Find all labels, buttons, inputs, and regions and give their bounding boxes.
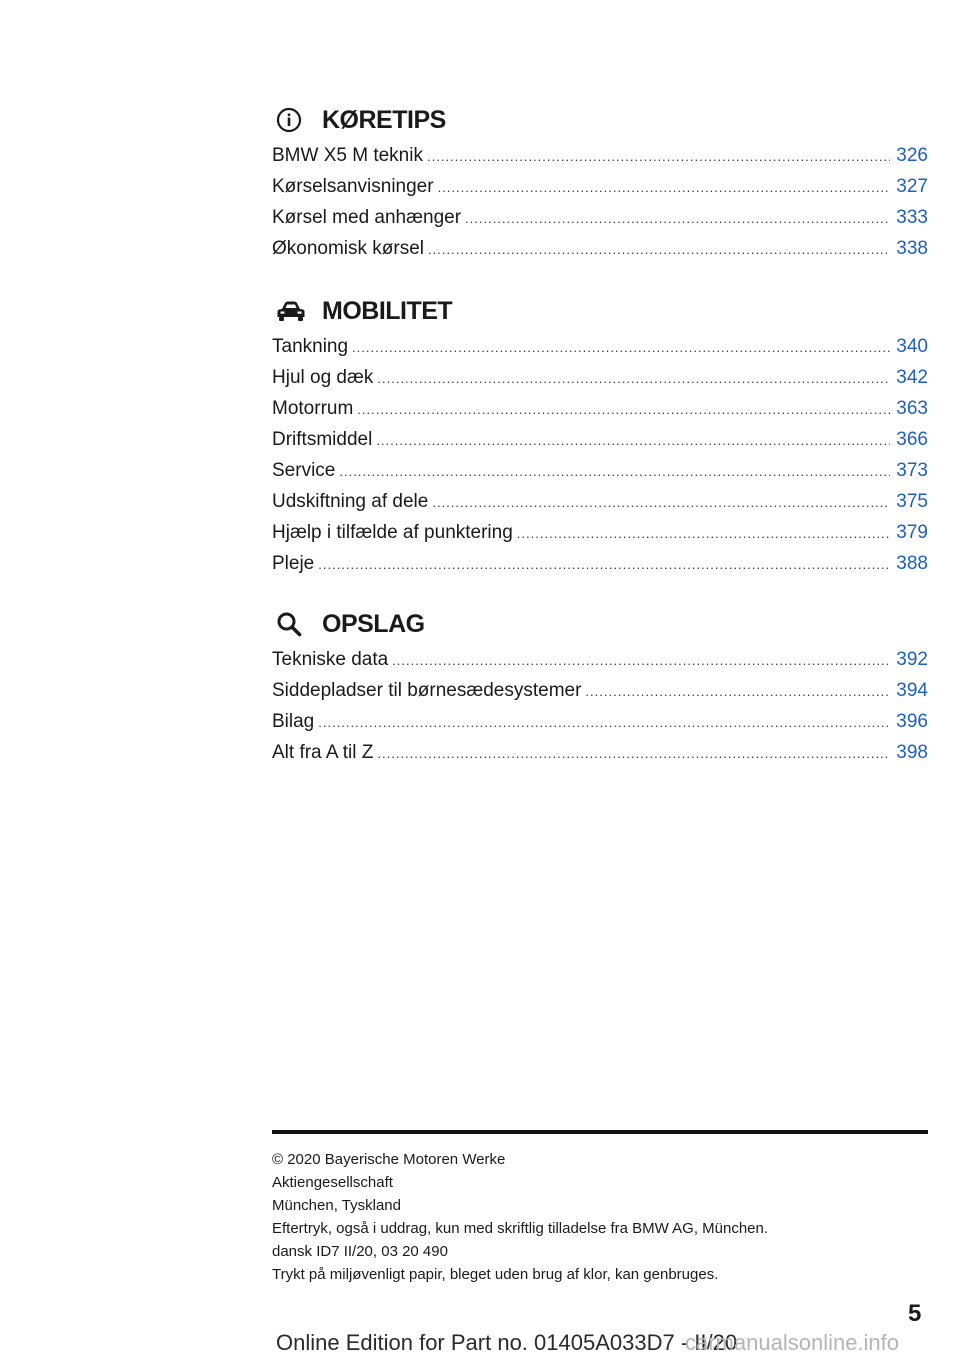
imprint-line: Eftertryk, også i uddrag, kun med skriftlig tilladelse fra BMW AG, München.: [272, 1220, 769, 1237]
leader-dots: [585, 676, 890, 707]
toc-entry-page[interactable]: 327: [896, 176, 928, 197]
section-koretips: [272, 100, 928, 264]
toc-entry-label: Hjælp i tilfælde af punktering: [272, 522, 513, 543]
toc-entry-page[interactable]: 396: [896, 711, 928, 732]
section-header: [272, 291, 928, 331]
toc-entry[interactable]: [272, 393, 928, 424]
toc-entry[interactable]: [272, 706, 928, 737]
toc-entry-page[interactable]: 398: [896, 742, 928, 763]
toc-entry[interactable]: [272, 202, 928, 233]
toc-entry-page[interactable]: 388: [896, 553, 928, 574]
toc-entry-page[interactable]: 342: [896, 367, 928, 388]
leader-dots: [357, 394, 890, 425]
toc-entry-label: Tekniske data: [272, 649, 389, 670]
leader-dots: [318, 549, 890, 580]
car-icon: [272, 291, 312, 331]
toc-entry-label: BMW X5 M teknik: [272, 145, 423, 166]
toc-entry[interactable]: [272, 644, 928, 675]
section-title: MOBILITET: [322, 296, 453, 325]
toc-entry-page[interactable]: 366: [896, 429, 928, 450]
leader-dots: [432, 487, 890, 518]
info-icon: [272, 100, 312, 140]
toc-entry-label: Alt fra A til Z: [272, 742, 374, 763]
imprint-line: © 2020 Bayerische Motoren Werke: [272, 1151, 506, 1168]
toc-entry[interactable]: [272, 140, 928, 171]
toc-entry-page[interactable]: 363: [896, 398, 928, 419]
toc-entry-page[interactable]: 379: [896, 522, 928, 543]
toc-entry-label: Siddepladser til børnesædesystemer: [272, 680, 582, 701]
toc-entry-label: Økonomisk kørsel: [272, 238, 425, 259]
leader-dots: [517, 518, 891, 549]
toc-entry-label: Bilag: [272, 711, 315, 732]
page-number: 5: [908, 1300, 922, 1327]
toc-entry-label: Udskiftning af dele: [272, 491, 429, 512]
toc-entry-label: Motorrum: [272, 398, 354, 419]
toc-entry-page[interactable]: 394: [896, 680, 928, 701]
footer-rule: [272, 1130, 928, 1134]
watermark: carmanualsonline.info: [685, 1330, 900, 1355]
toc-entry[interactable]: [272, 455, 928, 486]
search-icon: [272, 604, 312, 644]
toc-entry-page[interactable]: 375: [896, 491, 928, 512]
toc-entry-label: Driftsmiddel: [272, 429, 373, 450]
toc-entry[interactable]: [272, 737, 928, 768]
toc-entry-page[interactable]: 340: [896, 336, 928, 357]
imprint-line: dansk ID7 II/20, 03 20 490: [272, 1243, 448, 1260]
toc-entry-label: Pleje: [272, 553, 315, 574]
toc-entry-label: Hjul og dæk: [272, 367, 374, 388]
leader-dots: [352, 332, 890, 363]
leader-dots: [465, 203, 890, 234]
toc-entry[interactable]: [272, 171, 928, 202]
section-title: OPSLAG: [322, 609, 425, 638]
section-mobilitet: [272, 291, 928, 579]
toc-entry[interactable]: [272, 424, 928, 455]
imprint-line: München, Tyskland: [272, 1197, 401, 1214]
online-edition-footer: Online Edition for Part no. 01405A033D7 - II/20: [276, 1330, 738, 1355]
leader-dots: [377, 738, 890, 769]
imprint-line: Trykt på miljøvenligt papir, bleget uden brug af klor, kan genbruges.: [272, 1266, 719, 1283]
toc-entry[interactable]: [272, 331, 928, 362]
leader-dots: [339, 456, 890, 487]
toc-entry-label: Kørsel med anhænger: [272, 207, 462, 228]
toc-entry-label: Tankning: [272, 336, 349, 357]
section-header: [272, 604, 928, 644]
section-header: [272, 100, 928, 140]
leader-dots: [377, 363, 890, 394]
leader-dots: [427, 141, 890, 172]
leader-dots: [376, 425, 890, 456]
toc-entry-page[interactable]: 326: [896, 145, 928, 166]
toc-entry-label: Kørselsanvisninger: [272, 176, 434, 197]
imprint-line: Aktiengesellschaft: [272, 1174, 393, 1191]
toc-entry[interactable]: [272, 233, 928, 264]
imprint-block: [272, 1148, 928, 1286]
leader-dots: [318, 707, 890, 738]
toc-entry-page[interactable]: 333: [896, 207, 928, 228]
leader-dots: [392, 645, 890, 676]
toc-entry[interactable]: [272, 675, 928, 706]
toc-entry[interactable]: [272, 362, 928, 393]
toc-entry-label: Service: [272, 460, 336, 481]
leader-dots: [438, 172, 891, 203]
section-opslag: [272, 604, 928, 768]
toc-entry[interactable]: [272, 486, 928, 517]
leader-dots: [428, 234, 890, 265]
toc-entry-page[interactable]: 338: [896, 238, 928, 259]
toc-entry[interactable]: [272, 548, 928, 579]
toc-entry-page[interactable]: 392: [896, 649, 928, 670]
toc-entry[interactable]: [272, 517, 928, 548]
section-title: KØRETIPS: [322, 105, 446, 134]
toc-entry-page[interactable]: 373: [896, 460, 928, 481]
